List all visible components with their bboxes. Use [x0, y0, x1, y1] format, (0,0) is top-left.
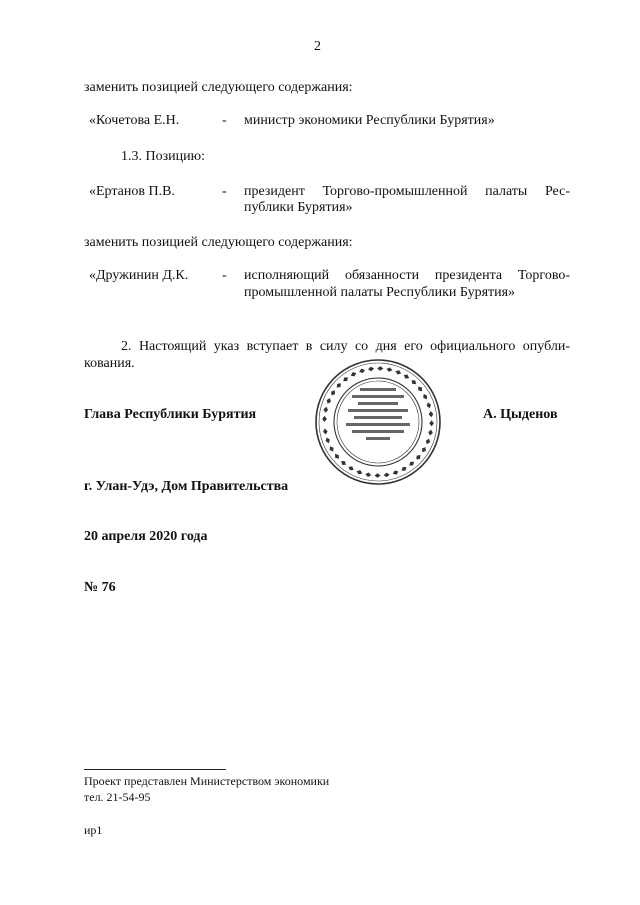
- entry-3-text-line-2: промышленной палаты Республики Бурятия»: [244, 285, 516, 300]
- svg-text:◆ ◆ ◆ ◆ ◆ ◆ ◆ ◆ ◆ ◆ ◆ ◆ ◆ ◆ ◆: ◆ ◆ ◆ ◆ ◆ ◆ ◆ ◆ ◆ ◆ ◆ ◆ ◆ ◆ ◆ ◆ ◆ ◆ ◆ ◆ ◆ ◆ ◆ ◆ ◆ ◆ ◆ ◆ ◆ ◆ ◆ ◆ ◆ ◆ ◆ ◆: [320, 364, 436, 480]
- page-number: 2: [314, 39, 321, 54]
- entry-2-name: «Ертанов П.В.: [89, 184, 175, 199]
- paragraph-2-line-1: 2. Настоящий указ вступает в силу со дня его официального опубли-: [121, 339, 570, 354]
- footnote-line-1: Проект представлен Министерством экономики: [84, 774, 330, 788]
- document-code: ир1: [84, 823, 103, 837]
- footnote-line-2: тел. 21-54-95: [84, 790, 151, 804]
- paragraph-2-line-2: кования.: [84, 356, 135, 371]
- document-number: № 76: [84, 580, 116, 595]
- replace-line-2: заменить позицией следующего содержания:: [84, 235, 353, 250]
- entry-1-dash: -: [222, 113, 227, 128]
- official-seal-stamp: [314, 358, 442, 486]
- entry-3-name: «Дружинин Д.К.: [89, 268, 189, 283]
- entry-1-text: министр экономики Республики Бурятия»: [244, 113, 495, 128]
- entry-2-text-line-1: президент Торгово-промышленной палаты Рес-: [244, 184, 570, 199]
- entry-2-text-line-2: публики Бурятия»: [244, 200, 353, 215]
- place-of-signing: г. Улан-Удэ, Дом Правительства: [84, 479, 289, 494]
- entry-2-dash: -: [222, 184, 227, 199]
- entry-1-name: «Кочетова Е.Н.: [89, 113, 180, 128]
- item-1-3: 1.3. Позицию:: [121, 149, 205, 164]
- document-date: 20 апреля 2020 года: [84, 529, 208, 544]
- entry-3-text-line-1: исполняющий обязанности президента Торгово-: [244, 268, 570, 283]
- footnote-divider: [84, 769, 226, 770]
- replace-line-1: заменить позицией следующего содержания:: [84, 80, 353, 95]
- entry-3-dash: -: [222, 268, 227, 283]
- signature-title: Глава Республики Бурятия: [84, 407, 257, 422]
- signature-name: А. Цыденов: [483, 407, 558, 422]
